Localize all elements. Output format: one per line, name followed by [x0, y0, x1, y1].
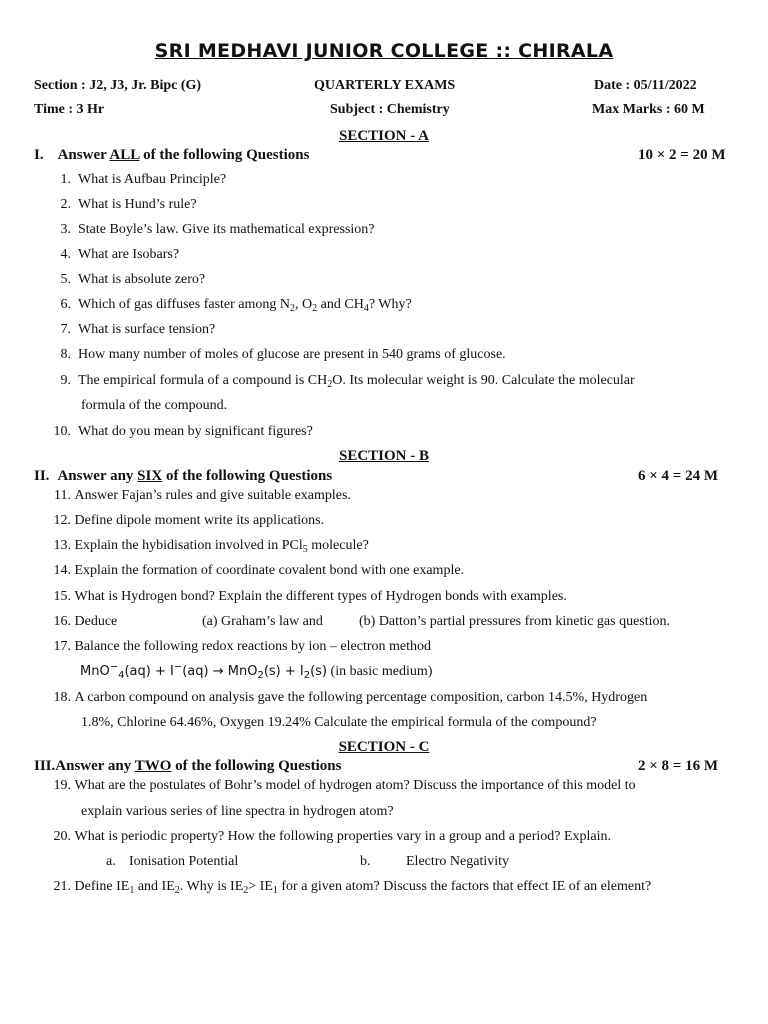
question-number: 10.	[53, 424, 71, 439]
question-text: A carbon compound on analysis gave the following percentage composition, carbon 14.5%, Hydrogen	[74, 690, 648, 705]
question-text: Answer Fajan’s rules and give suitable examples.	[74, 488, 351, 503]
question-text: What is Hund’s rule?	[78, 197, 197, 212]
question-text: What is Aufbau Principle?	[78, 172, 227, 187]
sub-option: Electro Negativity	[406, 854, 510, 869]
question-text: What are the postulates of Bohr’s model of hydrogen atom? Discuss the importance of this model to	[74, 778, 636, 793]
college-title: SRI MEDHAVI JUNIOR COLLEGE :: CHIRALA	[154, 40, 614, 62]
section-b-instruction	[34, 468, 332, 485]
question-number: 7.	[60, 322, 71, 337]
section-a-instruction	[34, 147, 309, 164]
question-number: 13.	[53, 538, 71, 553]
instruction-text: of the following Questions	[139, 147, 310, 163]
question-option: (a) Graham’s law and	[202, 614, 323, 629]
question-text: What is absolute zero?	[78, 272, 206, 287]
section-b-marks: 6 × 4 = 24 M	[638, 468, 719, 484]
sub-option-label: a.	[106, 854, 116, 869]
instruction-text: Answer any	[57, 468, 138, 484]
max-marks: Max Marks : 60 M	[592, 102, 705, 117]
question-text: What is periodic property? How the following properties vary in a group and a period? Explain.	[74, 829, 612, 844]
question-item	[31, 639, 431, 655]
question-item	[31, 222, 375, 238]
question-number: 1.	[60, 172, 71, 187]
question-continuation: 1.8%, Chlorine 64.46%, Oxygen 19.24% Calculate the empirical formula of the compound?	[81, 715, 597, 730]
question-item	[31, 778, 636, 794]
sub-option: Ionisation Potential	[129, 854, 239, 869]
question-text: Deduce	[74, 614, 118, 629]
question-continuation: explain various series of line spectra in hydrogen atom?	[81, 804, 394, 819]
question-item	[31, 829, 611, 845]
question-number: 19.	[53, 778, 71, 793]
question-option: (b) Datton’s partial pressures from kinetic gas question.	[359, 614, 671, 629]
roman-numeral: III.	[34, 758, 56, 774]
question-text: Balance the following redox reactions by ion – electron method	[74, 639, 432, 654]
question-text: The empirical formula of a compound is $CH_2O$. Its molecular weight is 90. Calculate the molecular	[78, 373, 635, 390]
question-item	[31, 347, 506, 363]
exam-time: Time : 3 Hr	[34, 102, 105, 117]
question-item	[31, 513, 324, 529]
exam-subject: Subject : Chemistry	[330, 102, 450, 117]
section-c-instruction	[34, 758, 341, 775]
question-continuation: formula of the compound.	[81, 398, 228, 413]
section-info: Section : J2, J3, Jr. Bipc (G)	[34, 78, 202, 93]
question-number: 8.	[60, 347, 71, 362]
question-text: Define $IE_1$ and $IE_2$. Why is $IE_2> IE_1$ for a given atom? Discuss the factors that effect IE of an element?	[74, 879, 652, 896]
instruction-keyword: TWO	[134, 758, 172, 774]
section-a-marks: 10 × 2 = 20 M	[638, 147, 726, 163]
roman-numeral: II.	[34, 468, 50, 484]
question-item	[31, 879, 651, 895]
exam-name: QUARTERLY EXAMS	[314, 78, 456, 93]
instruction-keyword: ALL	[109, 147, 140, 163]
question-number: 5.	[60, 272, 71, 287]
section-b-heading: SECTION - B	[338, 448, 430, 464]
question-item	[31, 197, 197, 213]
question-number: 6.	[60, 297, 71, 312]
question-number: 3.	[60, 222, 71, 237]
question-item	[31, 488, 351, 504]
question-item	[31, 538, 369, 554]
question-item	[31, 272, 205, 288]
question-number: 11.	[54, 488, 71, 503]
question-text: What are Isobars?	[78, 247, 180, 262]
question-number: 4.	[60, 247, 71, 262]
instruction-keyword: SIX	[137, 468, 163, 484]
question-item	[31, 424, 313, 440]
question-text: What is Hydrogen bond? Explain the different types of Hydrogen bonds with examples.	[74, 589, 567, 604]
question-number: 12.	[53, 513, 71, 528]
question-item	[31, 172, 226, 188]
question-item	[31, 563, 464, 579]
question-text: Define dipole moment write its applications.	[74, 513, 325, 528]
instruction-text: of the following Questions	[171, 758, 342, 774]
exam-date: Date : 05/11/2022	[594, 78, 697, 93]
question-number: 17.	[53, 639, 71, 654]
question-number: 16.	[53, 614, 71, 629]
question-item	[31, 589, 567, 605]
question-text: Which of gas diffuses faster among $N_2$, $O_2$ and $CH_4$? Why?	[78, 297, 412, 314]
question-text: What do you mean by significant figures?	[78, 424, 313, 439]
question-item	[31, 373, 635, 389]
question-item	[31, 297, 412, 313]
instruction-text: Answer any	[55, 758, 135, 774]
question-number: 2.	[60, 197, 71, 212]
question-text: What is surface tension?	[78, 322, 216, 337]
question-item	[31, 690, 647, 706]
instruction-text: of the following Questions	[162, 468, 333, 484]
question-text: State Boyle’s law. Give its mathematical expression?	[78, 222, 375, 237]
instruction-text: Answer	[57, 147, 110, 163]
roman-numeral: I.	[34, 147, 44, 163]
section-a-heading: SECTION - A	[338, 128, 430, 144]
question-item	[31, 247, 179, 263]
question-text: Explain the formation of coordinate covalent bond with one example.	[74, 563, 465, 578]
redox-equation: $MnO^-_4(aq) + I^-(aq) \to MnO_2(s) + I_2(s)$ (in basic medium)	[80, 661, 433, 681]
question-item	[31, 322, 215, 338]
sub-option-label: b.	[360, 854, 371, 869]
section-c-heading: SECTION - C	[338, 739, 430, 755]
question-number: 18.	[53, 690, 71, 705]
question-text: How many number of moles of glucose are present in 540 grams of glucose.	[78, 347, 506, 362]
question-number: 14.	[53, 563, 71, 578]
question-number: 20.	[53, 829, 71, 844]
question-number: 9.	[60, 373, 71, 388]
section-c-marks: 2 × 8 = 16 M	[638, 758, 719, 774]
question-item	[31, 614, 117, 630]
question-text: Explain the hybidisation involved in PCl$_5$ molecule?	[74, 538, 369, 555]
question-number: 21.	[53, 879, 71, 894]
question-number: 15.	[53, 589, 71, 604]
